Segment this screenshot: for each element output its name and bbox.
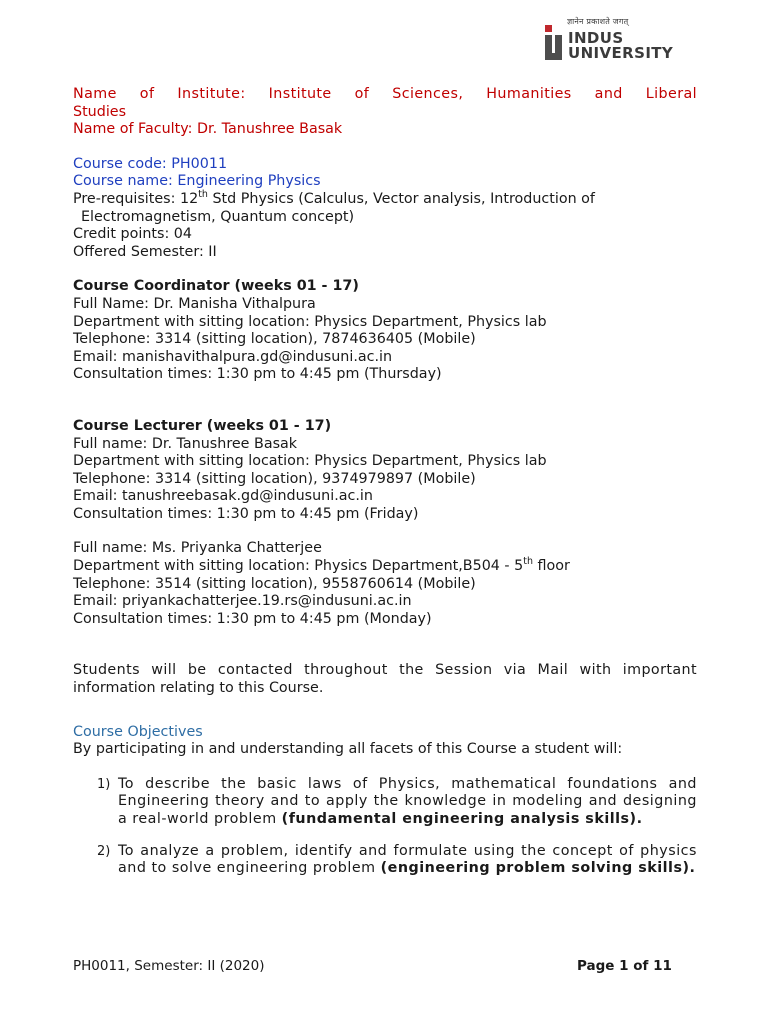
footer-course-info: PH0011, Semester: II (2020) bbox=[73, 958, 265, 974]
university-logo bbox=[545, 16, 697, 62]
course-name: Course name: Engineering Physics bbox=[73, 173, 321, 190]
objective-number: 1) bbox=[97, 776, 111, 792]
objectives-heading: Course Objectives bbox=[73, 723, 203, 740]
contact-notice-cont: information relating to this Course. bbox=[73, 680, 324, 697]
coordinator-email: Email: manishavithalpura.gd@indusuni.ac.in bbox=[73, 348, 393, 365]
document-body bbox=[73, 86, 697, 878]
coordinator-dept: Department with sitting location: Physics Department, Physics lab bbox=[73, 313, 547, 330]
course-code: Course code: PH0011 bbox=[73, 155, 228, 172]
objective-number: 2) bbox=[97, 843, 111, 859]
lecturer2-consult: Consultation times: 1:30 pm to 4:45 pm (Monday) bbox=[73, 610, 432, 627]
logo-tagline: ज्ञानेन प्रकाशते जगत् bbox=[567, 17, 629, 26]
credit-points: Credit points: 04 bbox=[73, 226, 193, 243]
lecturer-email: Email: tanushreebasak.gd@indusuni.ac.in bbox=[73, 488, 373, 505]
lecturer2-email: Email: priyankachatterjee.19.rs@indusuni.ac.in bbox=[73, 593, 412, 610]
lecturer-consult: Consultation times: 1:30 pm to 4:45 pm (Friday) bbox=[73, 505, 419, 522]
lecturer-phone: Telephone: 3314 (sitting location), 9374979897 (Mobile) bbox=[73, 470, 476, 487]
logo-word-indus: INDUS bbox=[568, 29, 624, 47]
faculty-line: Name of Faculty: Dr. Tanushree Basak bbox=[73, 121, 343, 138]
objectives-list bbox=[73, 776, 697, 878]
coordinator-phone: Telephone: 3314 (sitting location), 7874636405 (Mobile) bbox=[73, 331, 476, 348]
coordinator-heading: Course Coordinator (weeks 01 - 17) bbox=[73, 278, 359, 295]
objective-text: To describe the basic laws of Physics, mathematical foundations and Engineering theory and to apply the knowledge in modeling and designing a real-world problem (fundamental engineering analysis skills). bbox=[118, 775, 697, 827]
objectives-intro: By participating in and understanding all facets of this Course a student will: bbox=[73, 741, 623, 758]
logo-word-university: UNIVERSITY bbox=[568, 44, 674, 62]
lecturer-heading: Course Lecturer (weeks 01 - 17) bbox=[73, 417, 332, 434]
lecturer2-name: Full name: Ms. Priyanka Chatterjee bbox=[73, 540, 322, 557]
objective-item bbox=[73, 843, 697, 878]
objective-item bbox=[73, 776, 697, 829]
lecturer-dept: Department with sitting location: Physics Department, Physics lab bbox=[73, 453, 547, 470]
coordinator-consult: Consultation times: 1:30 pm to 4:45 pm (Thursday) bbox=[73, 366, 442, 383]
lecturer-name: Full name: Dr. Tanushree Basak bbox=[73, 435, 298, 452]
prerequisites: Pre-requisites: 12th Std Physics (Calculus, Vector analysis, Introduction of bbox=[73, 189, 595, 207]
institute-line: Name of Institute: Institute of Sciences, Humanities and Liberal bbox=[73, 86, 698, 102]
footer-page-number: Page 1 of 11 bbox=[577, 958, 672, 974]
logo-mark-icon bbox=[545, 25, 565, 60]
offered-semester: Offered Semester: II bbox=[73, 243, 217, 260]
coordinator-name: Full Name: Dr. Manisha Vithalpura bbox=[73, 295, 316, 312]
contact-notice: Students will be contacted throughout the Session via Mail with important bbox=[73, 662, 697, 679]
prerequisites-cont: Electromagnetism, Quantum concept) bbox=[81, 208, 355, 225]
institute-line-2: Studies bbox=[73, 103, 127, 120]
lecturer2-dept: Department with sitting location: Physics Department,B504 - 5th floor bbox=[73, 556, 570, 575]
objective-text: To analyze a problem, identify and formulate using the concept of physics and to solve engineering problem (engineering problem solving skills). bbox=[118, 842, 697, 877]
lecturer2-phone: Telephone: 3514 (sitting location), 9558760614 (Mobile) bbox=[73, 575, 476, 592]
